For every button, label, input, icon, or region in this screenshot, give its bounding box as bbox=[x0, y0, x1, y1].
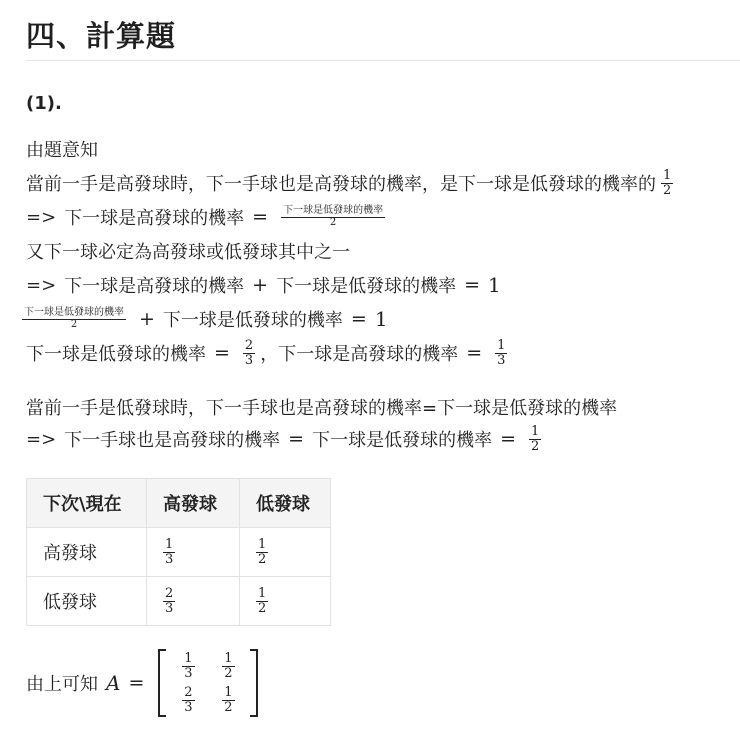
low-prob-label: 下一球是低發球的機率 bbox=[276, 276, 457, 297]
plus-sign: + bbox=[252, 274, 269, 296]
fraction-numerator: 1 bbox=[258, 536, 267, 552]
line-implies-high bbox=[26, 202, 390, 232]
left-bracket bbox=[158, 649, 166, 717]
equals-sign: = bbox=[464, 274, 481, 296]
table-cell bbox=[147, 577, 240, 626]
fraction-half bbox=[529, 425, 541, 453]
fraction-denominator: 3 bbox=[165, 600, 174, 616]
plus-sign: + bbox=[139, 308, 155, 330]
cell-fraction bbox=[256, 538, 268, 566]
equals-sign: = bbox=[350, 308, 367, 330]
transition-table bbox=[26, 478, 331, 626]
heading-divider bbox=[26, 60, 740, 61]
line-low-serve-text: 當前一手是低發球時，下一手球也是高發球的機率=下一球是低發球的機率 bbox=[26, 398, 618, 419]
fraction-numerator: 1 bbox=[497, 337, 506, 353]
fraction-denominator: 2 bbox=[531, 438, 540, 454]
matrix-entry bbox=[222, 686, 234, 714]
fraction-denominator: 2 bbox=[663, 182, 672, 198]
conclusion-line bbox=[26, 648, 258, 718]
high-prob-label: 下一球是高發球的機率 bbox=[64, 208, 245, 229]
fraction-one-third bbox=[495, 339, 507, 367]
table-header: 下次\現在 bbox=[27, 479, 147, 528]
table-row bbox=[27, 528, 331, 577]
fraction-denominator: 3 bbox=[184, 665, 193, 681]
cell-fraction bbox=[163, 538, 175, 566]
fraction-denominator: 2 bbox=[258, 600, 267, 616]
transition-matrix bbox=[158, 649, 258, 717]
line-high-serve bbox=[26, 168, 678, 198]
intro-line bbox=[26, 134, 98, 164]
row-label: 低發球 bbox=[27, 577, 147, 626]
right-bracket bbox=[250, 649, 258, 717]
matrix-grid bbox=[166, 649, 250, 717]
table-row bbox=[27, 577, 331, 626]
fraction-numerator: 1 bbox=[184, 650, 193, 666]
fraction-numerator: 2 bbox=[184, 684, 193, 700]
table-header-row bbox=[27, 479, 331, 528]
line-sum-equation bbox=[26, 270, 501, 300]
conclusion-text: 由上可知 bbox=[26, 674, 98, 695]
high-prob-label: 下一球是高發球的機率 bbox=[64, 276, 245, 297]
comma-separator: ， bbox=[260, 344, 279, 365]
fraction-half bbox=[661, 169, 673, 197]
fraction-denominator: 3 bbox=[244, 352, 254, 368]
implies-arrow: => bbox=[26, 274, 57, 296]
low-prob-label: 下一球是低發球的機率 bbox=[312, 430, 493, 451]
table-cell bbox=[240, 528, 331, 577]
fraction-two-thirds bbox=[243, 339, 255, 367]
matrix-entry bbox=[182, 652, 194, 680]
fraction-numerator: 1 bbox=[258, 585, 267, 601]
fraction-denominator: 3 bbox=[184, 699, 193, 715]
fraction-numerator: 1 bbox=[531, 423, 540, 439]
fraction-denominator: 2 bbox=[224, 665, 233, 681]
fraction-low-over-two bbox=[22, 308, 126, 330]
section-heading: 四、計算題 bbox=[26, 19, 177, 53]
table-header: 低發球 bbox=[240, 479, 331, 528]
equals-sign: = bbox=[500, 428, 517, 450]
line-substituted-equation bbox=[22, 304, 388, 334]
implies-arrow: => bbox=[26, 206, 57, 228]
equals-sign: = bbox=[288, 428, 305, 450]
high-prob-label: 下一球是高發球的機率 bbox=[278, 344, 459, 365]
fraction-numerator: 1 bbox=[663, 167, 672, 183]
matrix-variable: A bbox=[106, 671, 121, 695]
equals-sign: = bbox=[466, 342, 483, 364]
matrix-entry bbox=[182, 686, 194, 714]
one-value: 1 bbox=[488, 273, 501, 297]
equals-sign: = bbox=[128, 672, 145, 694]
implies-arrow: => bbox=[26, 428, 57, 450]
either-or-text: 又下一球必定為高發球或低發球其中之一 bbox=[26, 242, 350, 263]
line-high-serve-text: 當前一手是高發球時，下一手球也是高發球的機率，是下一球是低發球的機率的 bbox=[26, 174, 656, 195]
line-implies-half bbox=[26, 424, 546, 454]
one-value: 1 bbox=[374, 307, 388, 331]
equals-sign: = bbox=[214, 342, 230, 364]
fraction-numerator: 1 bbox=[224, 684, 233, 700]
fraction-numerator: 2 bbox=[165, 585, 174, 601]
line-low-serve bbox=[26, 392, 617, 422]
table-cell bbox=[147, 528, 240, 577]
fraction-numerator: 2 bbox=[244, 337, 254, 353]
fraction-numerator: 1 bbox=[165, 536, 174, 552]
next-high-prob-label: 下一手球也是高發球的機率 bbox=[64, 430, 281, 451]
intro-text: 由題意知 bbox=[26, 140, 98, 161]
fraction-denominator: 2 bbox=[224, 699, 233, 715]
equals-sign: = bbox=[252, 206, 269, 228]
fraction-denominator: 2 bbox=[70, 318, 78, 330]
low-prob-label: 下一球是低發球的機率 bbox=[162, 310, 343, 331]
fraction-denominator: 3 bbox=[497, 352, 506, 368]
fraction-numerator: 1 bbox=[224, 650, 233, 666]
fraction-numerator: 下一球是低發球的機率 bbox=[283, 205, 384, 216]
fraction-denominator: 3 bbox=[165, 551, 174, 567]
fraction-numerator: 下一球是低發球的機率 bbox=[24, 307, 124, 318]
fraction-denominator: 2 bbox=[329, 216, 337, 228]
part-label: (1). bbox=[26, 92, 62, 114]
fraction-denominator: 2 bbox=[258, 551, 267, 567]
cell-fraction bbox=[163, 587, 175, 615]
fraction-low-over-two bbox=[281, 206, 385, 228]
cell-fraction bbox=[256, 587, 268, 615]
matrix-entry bbox=[222, 652, 234, 680]
table-cell bbox=[240, 577, 331, 626]
line-either-or bbox=[26, 236, 350, 266]
line-result bbox=[26, 338, 512, 368]
low-prob-label: 下一球是低發球的機率 bbox=[26, 344, 206, 365]
row-label: 高發球 bbox=[27, 528, 147, 577]
table-header: 高發球 bbox=[147, 479, 240, 528]
